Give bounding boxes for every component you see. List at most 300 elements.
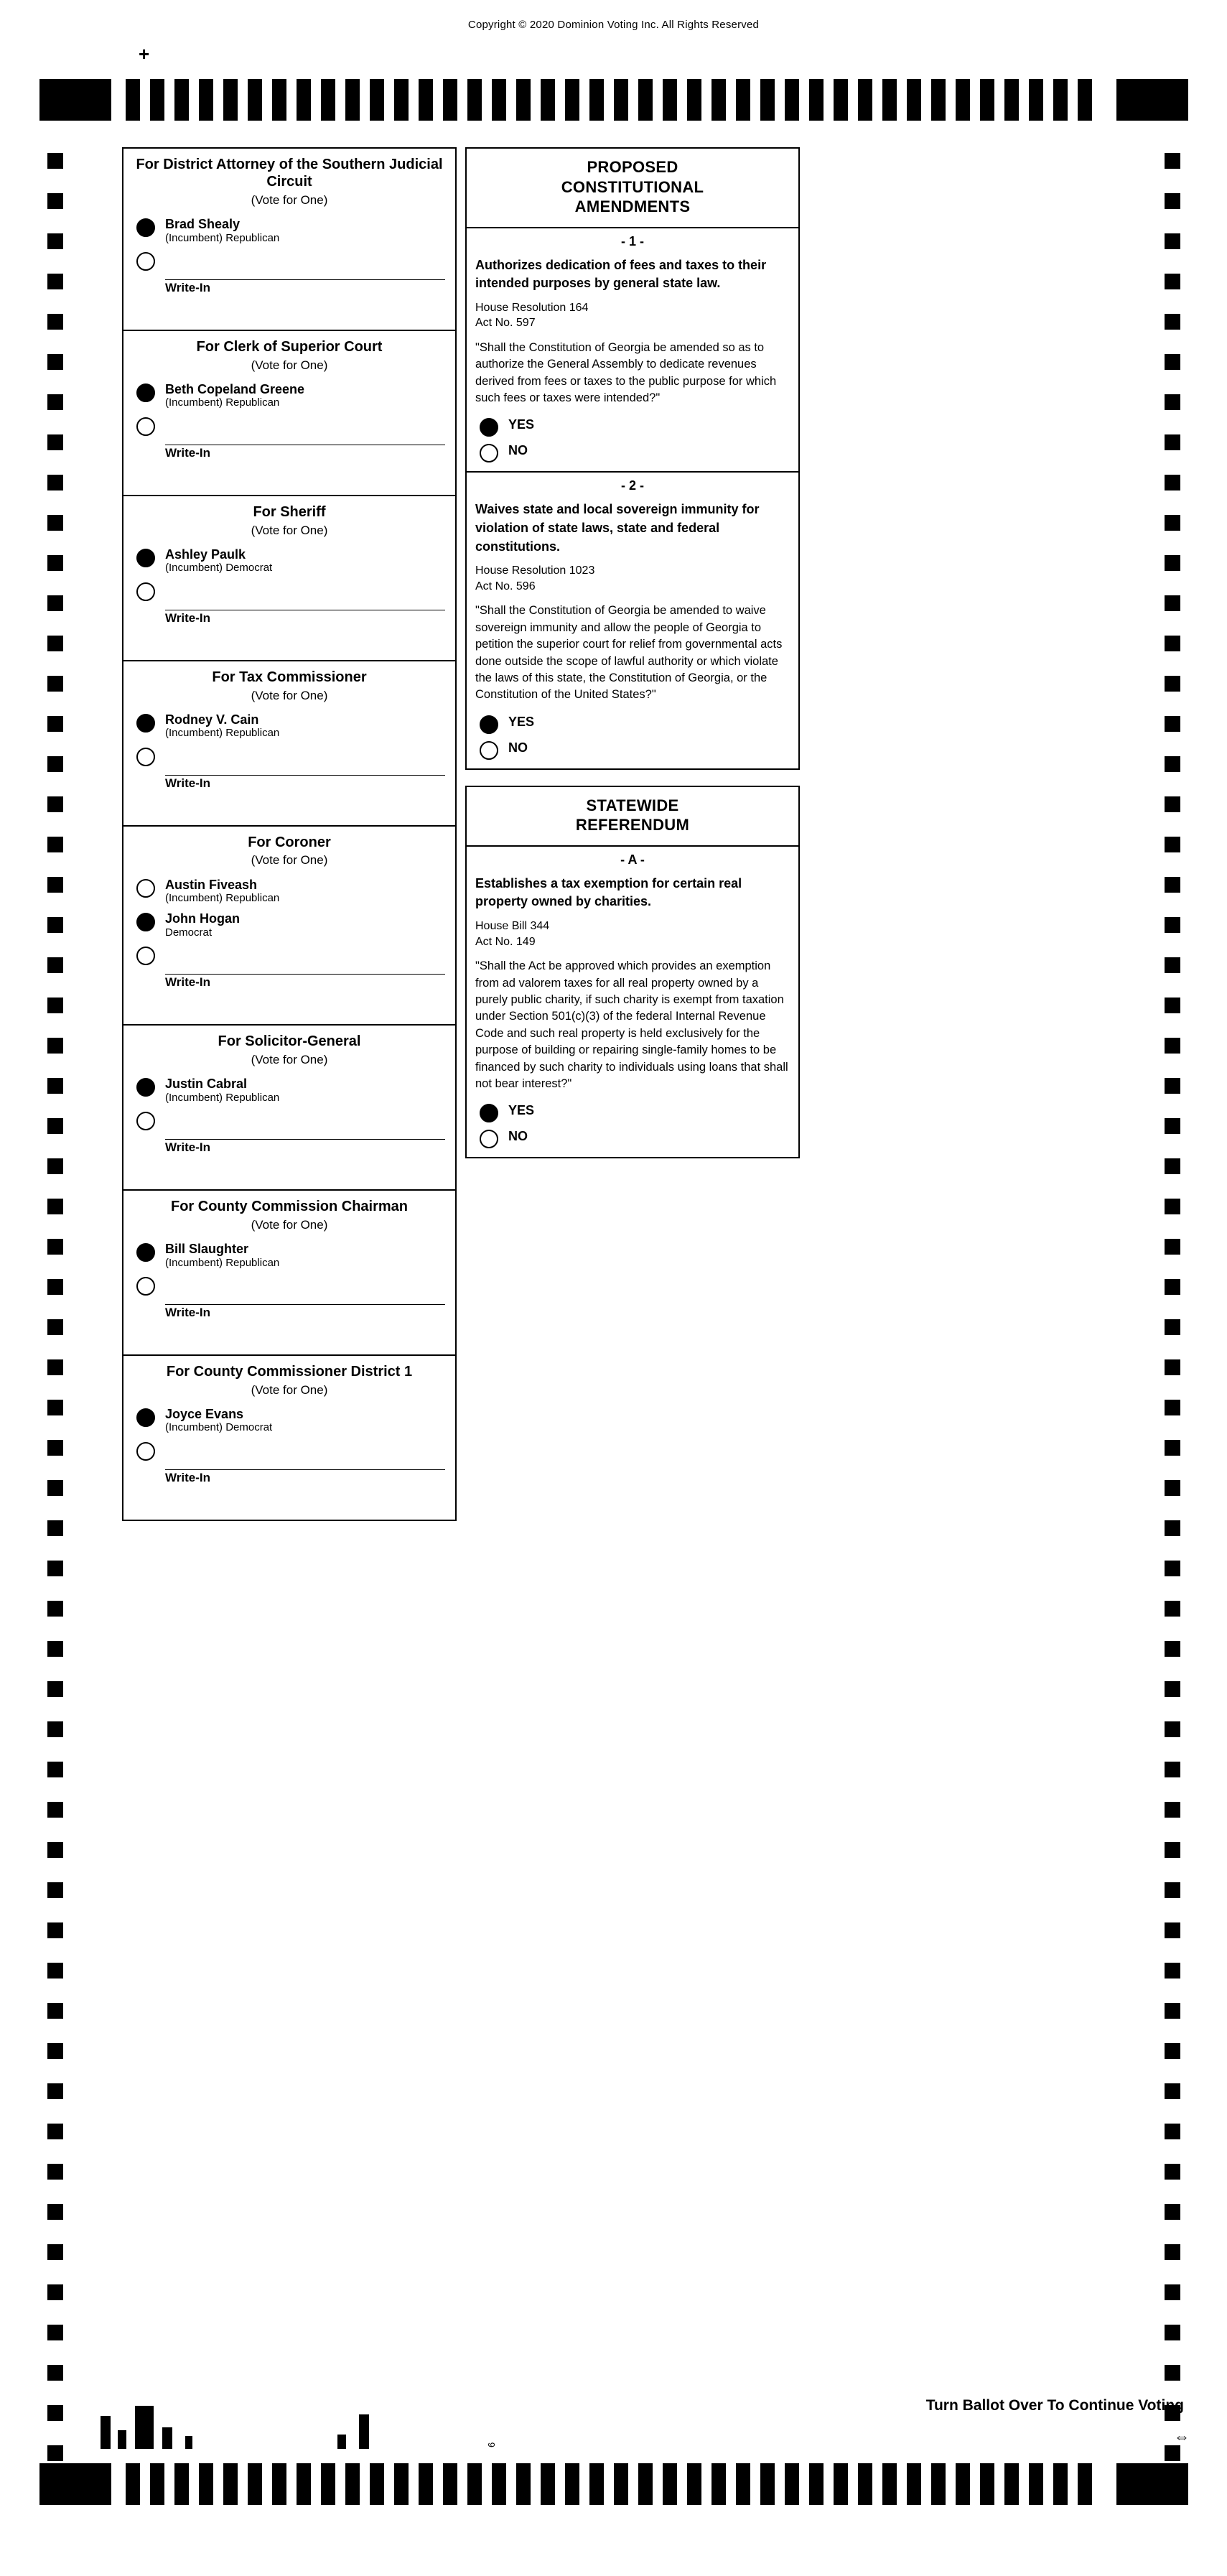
timing-mark <box>345 2463 360 2505</box>
timing-mark <box>492 2463 506 2505</box>
vote-oval[interactable] <box>136 879 155 898</box>
vote-oval[interactable] <box>480 1130 498 1148</box>
timing-mark <box>541 2463 555 2505</box>
candidate-option[interactable] <box>123 710 455 743</box>
vote-oval[interactable] <box>136 218 155 237</box>
contest-instruction: (Vote for One) <box>251 688 328 702</box>
timing-mark <box>1165 434 1180 450</box>
contest <box>122 1189 457 1354</box>
timing-mark <box>47 2204 63 2220</box>
timing-mark <box>1165 676 1180 692</box>
timing-mark <box>47 1158 63 1174</box>
timing-mark <box>47 1520 63 1536</box>
timing-mark <box>1165 2043 1180 2059</box>
timing-mark <box>492 79 506 121</box>
vote-oval[interactable] <box>136 252 155 271</box>
write-in-line <box>165 279 445 280</box>
timing-mark-corner <box>39 2463 111 2505</box>
timing-mark <box>443 2463 457 2505</box>
vote-oval[interactable] <box>136 1408 155 1427</box>
timing-mark <box>1004 2463 1019 2505</box>
timing-mark <box>199 79 213 121</box>
write-in-label: Write-In <box>165 281 210 295</box>
measure-summary: Authorizes dedication of fees and taxes to their intended purposes by general state law. <box>475 257 767 291</box>
timing-mark <box>687 79 701 121</box>
timing-mark <box>47 1802 63 1818</box>
header-line: STATEWIDE <box>586 796 679 814</box>
timing-mark <box>47 1400 63 1415</box>
timing-mark <box>589 79 604 121</box>
timing-mark <box>1165 354 1180 370</box>
timing-mark <box>1165 1520 1180 1536</box>
vote-oval[interactable] <box>136 549 155 567</box>
write-in-option[interactable] <box>123 248 455 308</box>
measure-citation <box>467 919 798 958</box>
timing-mark <box>47 2124 63 2139</box>
barcode-bar <box>185 2436 192 2449</box>
timing-mark <box>1165 2325 1180 2340</box>
contest <box>122 1354 457 1521</box>
contest-title: For District Attorney of the Southern Judicial Circuit <box>136 157 443 190</box>
timing-mark <box>47 2445 63 2461</box>
timing-mark <box>47 2405 63 2421</box>
contest-title: For County Commissioner District 1 <box>166 1364 413 1380</box>
timing-mark <box>1165 1480 1180 1496</box>
timing-mark <box>297 2463 311 2505</box>
timing-mark <box>1165 595 1180 611</box>
timing-mark <box>1165 1963 1180 1979</box>
candidate-party: (Incumbent) Republican <box>165 1256 280 1269</box>
timing-mark <box>47 998 63 1013</box>
timing-mark <box>47 756 63 772</box>
write-in-line <box>165 974 445 975</box>
timing-mark <box>1165 153 1180 169</box>
timing-mark <box>443 79 457 121</box>
vote-oval[interactable] <box>480 1104 498 1122</box>
candidate-option[interactable] <box>123 1074 455 1107</box>
timing-mark <box>321 2463 335 2505</box>
write-in-option[interactable] <box>123 1107 455 1168</box>
write-in-label: Write-In <box>165 446 210 460</box>
timing-mark <box>47 153 63 169</box>
spacer <box>123 308 455 330</box>
timing-mark <box>47 1239 63 1255</box>
write-in-line <box>165 775 445 776</box>
contest-title: For Solicitor-General <box>218 1033 361 1050</box>
vote-oval[interactable] <box>136 714 155 733</box>
vote-oval[interactable] <box>480 418 498 437</box>
timing-mark <box>47 1963 63 1979</box>
vote-oval[interactable] <box>136 417 155 436</box>
timing-mark <box>47 877 63 893</box>
contest-title: For Tax Commissioner <box>212 669 367 686</box>
timing-mark <box>638 79 653 121</box>
contest <box>122 330 457 495</box>
ballot-column-right <box>465 147 800 1158</box>
timing-mark <box>1165 998 1180 1013</box>
timing-mark <box>47 1882 63 1898</box>
timing-mark <box>47 515 63 531</box>
vote-oval[interactable] <box>136 1112 155 1130</box>
spacer <box>123 638 455 660</box>
candidate-option[interactable] <box>123 379 455 413</box>
timing-mark <box>1165 233 1180 249</box>
timing-mark <box>47 1922 63 1938</box>
timing-mark <box>1165 1400 1180 1415</box>
candidate-name: Joyce Evans <box>165 1406 244 1421</box>
timing-mark <box>1053 2463 1068 2505</box>
timing-mark <box>47 1762 63 1777</box>
choice-label: NO <box>508 1129 528 1144</box>
timing-mark <box>858 2463 872 2505</box>
citation-line: House Resolution 164 <box>475 301 589 314</box>
contest-header <box>123 1026 455 1073</box>
timing-mark <box>1165 555 1180 571</box>
timing-mark <box>47 394 63 410</box>
write-in-option[interactable] <box>123 1438 455 1498</box>
contest-title: For Clerk of Superior Court <box>196 339 383 355</box>
vote-oval[interactable] <box>136 947 155 965</box>
timing-mark <box>394 79 409 121</box>
write-in-option[interactable] <box>123 413 455 473</box>
measure-number: - A - <box>620 852 645 867</box>
timing-mark <box>223 2463 238 2505</box>
spacer <box>123 1168 455 1189</box>
timing-mark <box>1165 1641 1180 1657</box>
timing-mark <box>47 274 63 289</box>
timing-mark <box>1165 1561 1180 1576</box>
measure-choice[interactable] <box>467 415 798 441</box>
candidate-party: (Incumbent) Democrat <box>165 1421 273 1434</box>
timing-mark <box>931 2463 946 2505</box>
measure-choice[interactable] <box>467 712 798 738</box>
timing-mark <box>150 79 164 121</box>
timing-mark <box>1165 2244 1180 2260</box>
timing-mark <box>467 2463 482 2505</box>
write-in-label: Write-In <box>165 975 210 990</box>
timing-mark <box>1165 1842 1180 1858</box>
timing-mark <box>565 79 579 121</box>
timing-mark <box>47 2365 63 2381</box>
header-line: AMENDMENTS <box>574 197 691 215</box>
vote-oval[interactable] <box>136 582 155 601</box>
timing-mark <box>882 2463 897 2505</box>
timing-mark <box>712 2463 726 2505</box>
timing-mark <box>370 79 384 121</box>
spacer <box>123 1333 455 1354</box>
write-in-option[interactable] <box>123 942 455 1003</box>
timing-mark <box>760 79 775 121</box>
candidate-name: Austin Fiveash <box>165 877 258 892</box>
candidate-name: Beth Copeland Greene <box>165 381 305 396</box>
timing-mark <box>1165 1440 1180 1456</box>
timing-mark <box>1165 2124 1180 2139</box>
candidate-option[interactable] <box>123 1239 455 1273</box>
vote-oval[interactable] <box>136 1243 155 1262</box>
timing-mark <box>370 2463 384 2505</box>
vote-oval[interactable] <box>136 1277 155 1296</box>
timing-mark <box>150 2463 164 2505</box>
timing-mark <box>248 2463 262 2505</box>
timing-mark <box>1165 636 1180 651</box>
contest-instruction: (Vote for One) <box>251 1217 328 1232</box>
timing-mark <box>760 2463 775 2505</box>
proposed-amendments-header <box>465 147 800 228</box>
timing-mark <box>516 2463 531 2505</box>
timing-mark <box>1165 2204 1180 2220</box>
turn-ballot-notice: Turn Ballot Over To Continue Voting <box>925 2397 1184 2414</box>
citation-line: Act No. 596 <box>475 580 536 592</box>
timing-mark <box>47 555 63 571</box>
write-in-label: Write-In <box>165 776 210 791</box>
timing-mark <box>1165 1681 1180 1697</box>
barcode-bar <box>118 2430 126 2449</box>
candidate-party: (Incumbent) Democrat <box>165 562 273 575</box>
vote-oval[interactable] <box>136 1442 155 1461</box>
barcode-bar <box>101 2416 111 2449</box>
choice-label: YES <box>508 714 535 729</box>
contest-instruction: (Vote for One) <box>251 1052 328 1066</box>
timing-mark <box>1165 1078 1180 1094</box>
timing-mark <box>1165 1158 1180 1174</box>
barcode-bar <box>135 2406 154 2449</box>
timing-mark <box>47 917 63 933</box>
contest <box>122 825 457 1024</box>
timing-mark <box>47 837 63 852</box>
timing-mark <box>907 2463 921 2505</box>
barcode-bar <box>359 2414 369 2449</box>
candidate-name: Bill Slaughter <box>165 1241 249 1256</box>
candidate-option[interactable] <box>123 875 455 908</box>
timing-mark <box>1165 1279 1180 1295</box>
timing-mark <box>809 79 824 121</box>
timing-mark <box>614 79 628 121</box>
timing-mark <box>47 1480 63 1496</box>
timing-mark <box>858 79 872 121</box>
timing-mark <box>272 79 286 121</box>
timing-mark <box>223 79 238 121</box>
contest-header <box>123 331 455 378</box>
measure <box>465 473 800 769</box>
timing-mark-corner <box>1116 2463 1188 2505</box>
candidate-party: (Incumbent) Republican <box>165 231 280 244</box>
candidate-party: (Incumbent) Republican <box>165 727 280 740</box>
timing-mark <box>47 1279 63 1295</box>
timing-marks-top <box>39 79 1188 121</box>
timing-mark <box>1165 1601 1180 1617</box>
timing-mark <box>1165 2284 1180 2300</box>
measure-choice[interactable] <box>467 441 798 467</box>
timing-mark <box>1165 917 1180 933</box>
timing-mark <box>1165 1359 1180 1375</box>
choice-label: YES <box>508 1103 535 1118</box>
timing-mark <box>47 1118 63 1134</box>
contest-instruction: (Vote for One) <box>251 853 328 868</box>
timing-mark <box>1165 394 1180 410</box>
timing-mark <box>1165 475 1180 490</box>
header-line: CONSTITUTIONAL <box>561 177 704 196</box>
timing-mark <box>1165 2365 1180 2381</box>
contest-title: For Sheriff <box>253 504 326 521</box>
measure-summary: Waives state and local sovereign immunity for violation of state laws, state and federal constitutions. <box>475 502 760 554</box>
barcode-bar <box>162 2427 172 2449</box>
vote-oval[interactable] <box>480 444 498 462</box>
barcode-bar <box>337 2435 346 2449</box>
timing-mark-corner <box>39 79 111 121</box>
timing-mark <box>47 1319 63 1335</box>
timing-mark <box>712 79 726 121</box>
contest <box>122 1024 457 1189</box>
timing-mark <box>565 2463 579 2505</box>
vote-oval[interactable] <box>480 741 498 760</box>
measure-text: "Shall the Act be approved which provides an exemption from ad valorem taxes for all real property owned by a purely public charity, if such charity is exempt from taxation under Section 501(c)(3) of the federal Internal Revenue Code and such real property is held exclusively for the purpose of building or repairing single-family homes to be financed by such charity to individuals using loans that shall not bear interest?" <box>475 959 788 1091</box>
measure-choice[interactable] <box>467 1101 798 1127</box>
timing-mark <box>47 1078 63 1094</box>
timing-mark <box>589 2463 604 2505</box>
citation-line: House Bill 344 <box>475 919 550 932</box>
timing-mark <box>1165 1199 1180 1214</box>
ballot-column-left <box>122 147 457 1521</box>
timing-mark <box>47 636 63 651</box>
timing-mark <box>736 2463 750 2505</box>
write-in-line <box>165 1469 445 1470</box>
timing-mark <box>1165 877 1180 893</box>
timing-mark <box>1165 1721 1180 1737</box>
measure-choice[interactable] <box>467 1127 798 1153</box>
timing-mark <box>126 2463 140 2505</box>
timing-mark <box>1004 79 1019 121</box>
candidate-option[interactable] <box>123 908 455 942</box>
header-line: PROPOSED <box>587 158 678 176</box>
timing-mark <box>1165 716 1180 732</box>
timing-mark <box>47 354 63 370</box>
measure-number: - 1 - <box>620 233 644 248</box>
spacer <box>123 1003 455 1024</box>
header-line: REFERENDUM <box>575 816 690 834</box>
timing-mark <box>47 2284 63 2300</box>
timing-mark <box>47 2043 63 2059</box>
timing-mark <box>809 2463 824 2505</box>
vote-oval[interactable] <box>136 748 155 766</box>
vote-oval[interactable] <box>136 913 155 931</box>
timing-mark <box>1165 515 1180 531</box>
timing-mark <box>1165 2164 1180 2180</box>
timing-mark <box>199 2463 213 2505</box>
timing-mark <box>47 1440 63 1456</box>
vote-oval[interactable] <box>136 383 155 402</box>
timing-mark-corner <box>1116 79 1188 121</box>
write-in-option[interactable] <box>123 1273 455 1333</box>
timing-mark <box>1078 2463 1092 2505</box>
timing-mark <box>1165 1319 1180 1335</box>
timing-mark <box>394 2463 409 2505</box>
timing-mark <box>980 2463 994 2505</box>
timing-mark <box>47 434 63 450</box>
vote-oval[interactable] <box>480 715 498 734</box>
measure-text: "Shall the Constitution of Georgia be amended to waive sovereign immunity and allow the people of Georgia to petition the superior court for relief from governmental acts done outside the scope of lawful authority or which violate the laws of this state, the Constitution of Georgia, or the Constitution of the United States?" <box>475 604 783 702</box>
timing-mark <box>272 2463 286 2505</box>
candidate-name: Justin Cabral <box>165 1076 248 1091</box>
candidate-party: Democrat <box>165 926 213 939</box>
timing-mark <box>47 1681 63 1697</box>
vote-oval[interactable] <box>136 1078 155 1097</box>
timing-mark <box>1165 2083 1180 2099</box>
timing-mark <box>1078 79 1092 121</box>
write-in-label: Write-In <box>165 1471 210 1485</box>
timing-mark <box>1165 2003 1180 2019</box>
timing-mark <box>1165 1118 1180 1134</box>
timing-mark <box>47 1199 63 1214</box>
write-in-option[interactable] <box>123 578 455 638</box>
candidate-option[interactable] <box>123 544 455 578</box>
spacer <box>123 1498 455 1520</box>
measure-number: - 2 - <box>620 478 644 493</box>
candidate-party: (Incumbent) Republican <box>165 396 280 409</box>
timing-mark <box>47 796 63 812</box>
choice-label: NO <box>508 443 528 458</box>
write-in-label: Write-In <box>165 1306 210 1320</box>
contest-header <box>123 827 455 874</box>
timing-mark <box>1165 193 1180 209</box>
timing-mark <box>47 1038 63 1054</box>
measure-choice[interactable] <box>467 738 798 764</box>
measure <box>465 228 800 473</box>
candidate-option[interactable] <box>123 1404 455 1438</box>
candidate-name: John Hogan <box>165 911 240 926</box>
timing-mark <box>834 2463 848 2505</box>
write-in-option[interactable] <box>123 743 455 804</box>
write-in-line <box>165 1139 445 1140</box>
timing-mark <box>834 79 848 121</box>
contest-header <box>123 661 455 709</box>
timing-mark <box>47 716 63 732</box>
measure <box>465 847 800 1159</box>
timing-mark <box>1165 274 1180 289</box>
timing-mark <box>541 79 555 121</box>
timing-marks-bottom <box>39 2463 1188 2505</box>
contest-instruction: (Vote for One) <box>251 1382 328 1397</box>
timing-mark <box>785 2463 799 2505</box>
timing-mark <box>47 233 63 249</box>
timing-mark <box>956 79 970 121</box>
candidate-option[interactable] <box>123 214 455 248</box>
measure-citation <box>467 300 798 340</box>
contest <box>122 660 457 825</box>
timing-mark <box>126 79 140 121</box>
candidate-name: Ashley Paulk <box>165 547 246 562</box>
timing-mark <box>419 2463 433 2505</box>
timing-mark <box>1165 1239 1180 1255</box>
timing-mark <box>785 79 799 121</box>
timing-mark <box>47 957 63 973</box>
timing-mark <box>248 79 262 121</box>
timing-mark <box>1165 1762 1180 1777</box>
timing-mark <box>47 2083 63 2099</box>
timing-mark <box>907 79 921 121</box>
candidate-name: Brad Shealy <box>165 216 241 231</box>
citation-line: House Resolution 1023 <box>475 564 595 577</box>
timing-mark <box>882 79 897 121</box>
measure-summary: Establishes a tax exemption for certain real property owned by charities. <box>475 875 742 909</box>
timing-mark <box>1165 2445 1180 2461</box>
timing-mark <box>1053 79 1068 121</box>
candidate-name: Rodney V. Cain <box>165 712 259 727</box>
contest-header <box>123 496 455 544</box>
contest-header <box>123 149 455 214</box>
write-in-label: Write-In <box>165 611 210 626</box>
timing-mark <box>1165 314 1180 330</box>
timing-mark <box>1165 1038 1180 1054</box>
